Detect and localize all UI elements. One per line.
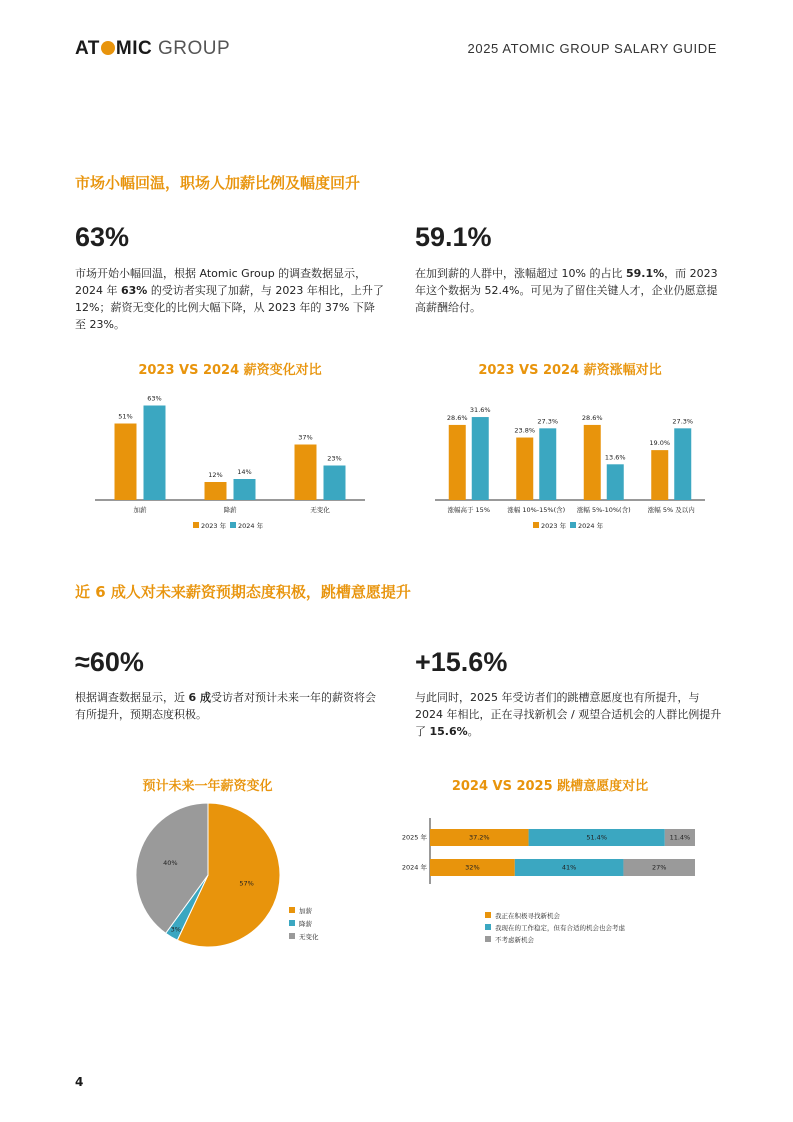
data-label-1-1: 27.3% [537, 417, 559, 426]
pie-label-0: 57% [239, 879, 254, 888]
section-2-title: 近 6 成人对未来薪资预期态度积极，跳槽意愿提升 [75, 583, 411, 601]
bar-0-1 [205, 482, 227, 500]
bar-1-3 [674, 428, 691, 500]
legend-label-1: 2024 年 [238, 522, 264, 530]
data-label-1-1: 41% [561, 863, 577, 872]
legend-swatch-0 [289, 907, 295, 913]
chart-1-title: 2023 VS 2024 薪资变化对比 [138, 363, 322, 378]
data-label-0-3: 19.0% [649, 439, 671, 448]
bar-1-0 [472, 417, 489, 500]
pie-label-2: 40% [163, 858, 178, 867]
bar-1-1 [234, 479, 256, 500]
category-label-1: 降薪 [223, 506, 237, 514]
data-label-0-1: 32% [465, 863, 480, 872]
job-hopping-stacked-bar-chart [390, 800, 720, 955]
bar-1-0 [144, 406, 166, 501]
data-label-1-3: 27.3% [672, 417, 694, 426]
chart-3-title: 预计未来一年薪资变化 [142, 779, 273, 794]
legend-label-0: 我正在积极寻找新机会 [495, 912, 560, 920]
legend-label-2: 不考虑新机会 [495, 936, 534, 944]
bar-0-1 [516, 438, 533, 500]
chart-4-title: 2024 VS 2025 跳槽意愿度对比 [451, 779, 649, 794]
bar-0-3 [651, 450, 668, 500]
stat-63: 63% [75, 222, 130, 252]
guide-title: 2025 ATOMIC GROUP SALARY GUIDE [467, 41, 717, 56]
legend-swatch-2 [485, 936, 491, 942]
legend-swatch-0 [533, 522, 539, 528]
bar-1-2 [324, 466, 346, 501]
legend-label-1: 降薪 [299, 920, 312, 928]
bar-0-2 [295, 445, 317, 501]
section-1-right-text: 在加到薪的人群中，涨幅超过 10% 的占比 59.1%，而 2023 年这个数据为 52.4%。可见为了留住关键人才，企业仍愿意提高薪酬给付。 [415, 267, 718, 314]
category-label-3: 涨幅 5% 及以内 [647, 506, 695, 514]
legend-swatch-0 [485, 912, 491, 918]
category-label-0: 2025 年 [401, 833, 427, 842]
logo-o-mark [101, 41, 115, 55]
chart-2-title: 2023 VS 2024 薪资涨幅对比 [478, 363, 662, 378]
category-label-0: 涨幅高于 15% [447, 506, 491, 514]
data-label-2-0: 11.4% [669, 833, 691, 842]
legend-label-1: 2024 年 [578, 522, 604, 530]
atomic-group-logo: AT MIC GROUP [75, 38, 231, 59]
data-label-0-0: 51% [118, 412, 133, 421]
legend-swatch-2 [289, 933, 295, 939]
salary-change-bar-chart [75, 380, 385, 540]
category-label-2: 涨幅 5%-10%(含) [576, 506, 631, 514]
category-label-1: 2024 年 [401, 863, 427, 872]
category-label-2: 无变化 [310, 506, 330, 514]
section-1-left-text: 市场开始小幅回温，根据 Atomic Group 的调查数据显示，2024 年 63% 的受访者实现了加薪，与 2023 年相比，上升了 12%；薪资无变化的比例大幅下降，从 2023 年的 37% 下降至 23%。 [75, 267, 384, 331]
data-label-1-1: 14% [237, 468, 252, 476]
legend-swatch-1 [230, 522, 236, 528]
category-label-1: 涨幅 10%-15%(含) [507, 506, 566, 514]
data-label-2-1: 27% [651, 863, 667, 872]
pie-label-1: 3% [170, 925, 181, 934]
page-number: 4 [75, 1075, 84, 1089]
stat-59-1: 59.1% [415, 222, 492, 252]
data-label-0-1: 23.8% [514, 426, 536, 435]
data-label-0-0: 37.2% [468, 833, 490, 842]
bar-0-0 [449, 425, 466, 500]
data-label-0-1: 12% [208, 471, 223, 479]
data-label-1-0: 63% [147, 394, 162, 403]
legend-swatch-0 [193, 522, 199, 528]
stat-plus-15-6: +15.6% [415, 647, 508, 677]
section-2-right-text: 与此同时，2025 年受访者们的跳槽意愿度也有所提升，与 2024 年相比，正在寻找新机会 / 观望合适机会的人群比例提升了 15.6%。 [415, 691, 722, 738]
bar-0-0 [115, 424, 137, 501]
legend-label-0: 2023 年 [201, 522, 227, 530]
bar-0-2 [584, 425, 601, 500]
bar-1-1 [539, 428, 556, 500]
legend-label-0: 2023 年 [541, 522, 567, 530]
data-label-0-2: 37% [298, 433, 313, 442]
bar-1-2 [607, 464, 624, 500]
data-label-0-2: 28.6% [581, 413, 603, 422]
salary-expectation-pie-chart [75, 795, 385, 965]
legend-swatch-1 [570, 522, 576, 528]
legend-label-2: 无变化 [299, 933, 319, 941]
legend-label-0: 加薪 [299, 907, 312, 915]
section-2-left-text: 根据调查数据显示，近 6 成受访者对预计未来一年的薪资将会有所提升，预期态度积极。 [75, 691, 376, 721]
legend-swatch-1 [485, 924, 491, 930]
legend-swatch-1 [289, 920, 295, 926]
data-label-0-0: 28.6% [446, 413, 468, 422]
legend-label-1: 我现在的工作稳定，但有合适的机会也会考虑 [495, 924, 625, 932]
data-label-1-2: 13.6% [604, 453, 626, 462]
section-1-title: 市场小幅回温，职场人加薪比例及幅度回升 [75, 174, 361, 192]
category-label-0: 加薪 [133, 506, 147, 514]
data-label-1-0: 31.6% [469, 406, 491, 415]
raise-range-bar-chart [415, 380, 725, 540]
stat-approx-60: ≈60% [75, 647, 144, 677]
data-label-1-0: 51.4% [586, 833, 608, 842]
data-label-1-2: 23% [327, 454, 342, 463]
